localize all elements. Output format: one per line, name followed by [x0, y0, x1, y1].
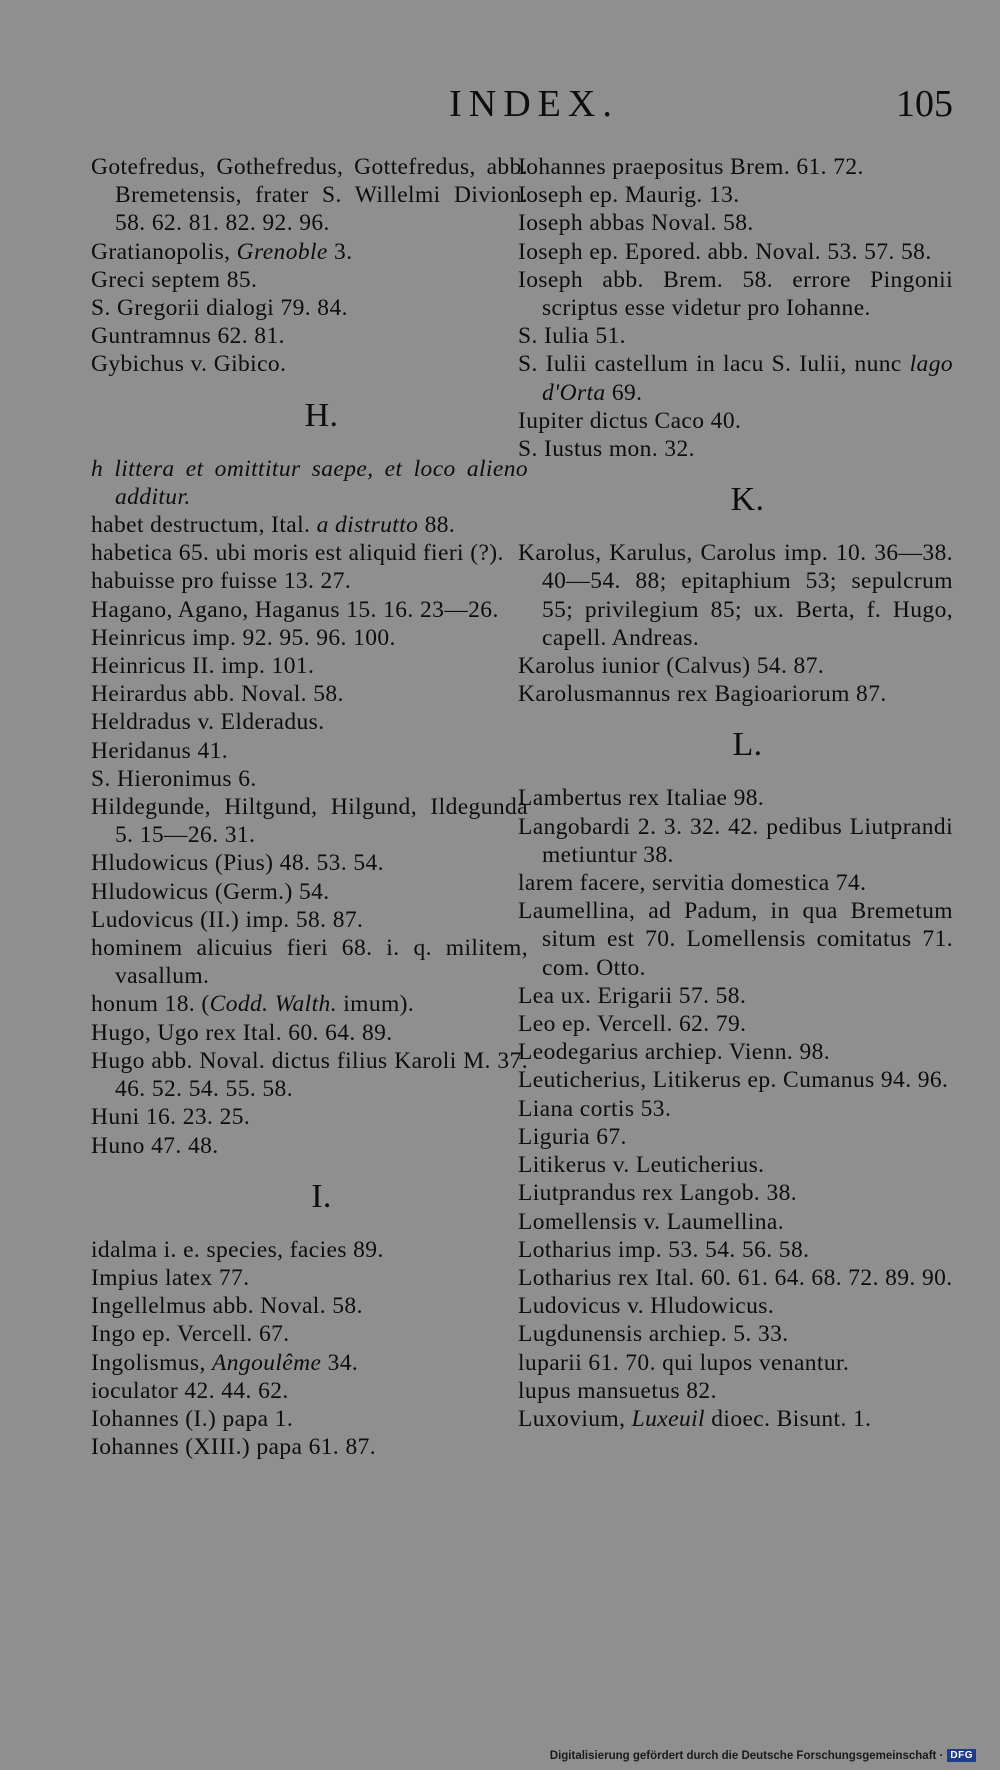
- index-entry: Ioseph ep. Epored. abb. Noval. 53. 57. 58.: [518, 238, 932, 265]
- index-entry: Hugo, Ugo rex Ital. 60. 64. 89.: [91, 1019, 393, 1046]
- index-entry: hominem alicuius fieri 68. i. q. militem, vasallum.: [91, 935, 528, 990]
- index-entry: Lomellensis v. Laumellina.: [518, 1208, 785, 1235]
- letter-heading: I.: [311, 1177, 332, 1215]
- entry-italic-text: a distrutto: [316, 512, 419, 539]
- index-entry: Lambertus rex Italiae 98.: [518, 785, 765, 812]
- index-entry: Iupiter dictus Caco 40.: [518, 407, 742, 434]
- page-number: 105: [896, 83, 953, 125]
- entry-text: S. Iulii castellum in lacu S. Iulii, nunc: [518, 351, 910, 378]
- index-column-left: [91, 153, 528, 1461]
- index-entry: Ludovicus v. Hludowicus.: [518, 1293, 775, 1320]
- entry-text: 69.: [605, 379, 643, 406]
- index-entry: ioculator 42. 44. 62.: [91, 1377, 289, 1404]
- entry-italic-text: lago d'Orta: [542, 351, 953, 406]
- dfg-logo: DFG: [947, 1749, 976, 1762]
- index-entry: Karolus iunior (Calvus) 54. 87.: [518, 653, 825, 680]
- index-entry: Lea ux. Erigarii 57. 58.: [518, 982, 747, 1009]
- letter-heading: K.: [730, 481, 765, 519]
- index-entry: Hludowicus (Pius) 48. 53. 54.: [91, 850, 384, 877]
- index-entry: Hludowicus (Germ.) 54.: [91, 878, 330, 905]
- index-entry: Karolus, Karulus, Carolus imp. 10. 36—38. 40—54. 88; epitaphium 53; sepulcrum 55; privilegium 85; ux. Berta, f. Hugo, capell. Andreas.: [518, 540, 953, 651]
- index-entry: idalma i. e. species, facies 89.: [91, 1236, 384, 1263]
- index-entry: Leo ep. Vercell. 62. 79.: [518, 1011, 747, 1038]
- entry-text: Luxovium,: [518, 1405, 632, 1432]
- index-entry: habetica 65. ubi moris est aliquid fieri (?).: [91, 540, 504, 567]
- entry-text: habet destructum, Ital.: [91, 512, 317, 539]
- index-entry: Lotharius imp. 53. 54. 56. 58.: [518, 1236, 810, 1263]
- index-entry: [91, 455, 528, 511]
- entry-italic-text: h littera et omittitur saepe, et loco alieno additur.: [91, 455, 528, 510]
- index-entry: Heridanus 41.: [91, 737, 229, 764]
- entry-text: 34.: [321, 1349, 359, 1376]
- index-entry: Litikerus v. Leuticherius.: [518, 1152, 765, 1179]
- index-entry: Iohannes (I.) papa 1.: [91, 1405, 294, 1432]
- index-entry: [91, 1349, 528, 1377]
- index-entry: Heinricus imp. 92. 95. 96. 100.: [91, 624, 396, 651]
- index-entry: Heinricus II. imp. 101.: [91, 653, 315, 680]
- index-entry: Ingo ep. Vercell. 67.: [91, 1321, 290, 1348]
- entry-text: dioec. Bisunt. 1.: [704, 1405, 872, 1432]
- index-entry: S. Iulia 51.: [518, 323, 626, 350]
- index-entry: [91, 238, 528, 266]
- index-entry: S. Gregorii dialogi 79. 84.: [91, 295, 348, 322]
- page-header: [115, 82, 953, 132]
- index-entry: Leuticherius, Litikerus ep. Cumanus 94. 96.: [518, 1067, 949, 1094]
- index-entry: Leodegarius archiep. Vienn. 98.: [518, 1039, 831, 1066]
- index-entry: Heirardus abb. Noval. 58.: [91, 681, 344, 708]
- index-entry: Heldradus v. Elderadus.: [91, 709, 325, 736]
- index-entry: Ingellelmus abb. Noval. 58.: [91, 1293, 363, 1320]
- entry-text: imum).: [336, 991, 415, 1018]
- index-entry: [518, 1405, 953, 1433]
- index-entry: S. Hieronimus 6.: [91, 765, 257, 792]
- entry-italic-text: Grenoble: [236, 238, 328, 265]
- index-entry: Lotharius rex Ital. 60. 61. 64. 68. 72. 89. 90.: [518, 1264, 953, 1291]
- entry-italic-text: Codd. Walth.: [209, 991, 337, 1018]
- index-entry: Liguria 67.: [518, 1123, 627, 1150]
- index-entry: luparii 61. 70. qui lupos venantur.: [518, 1349, 850, 1376]
- index-column-right: [518, 153, 953, 1433]
- index-entry: Hildegunde, Hiltgund, Hilgund, Ildegunda 5. 15—26. 31.: [91, 794, 528, 849]
- index-entry: [91, 990, 528, 1018]
- index-entry: [518, 350, 953, 406]
- footer: [550, 1749, 976, 1762]
- index-entry: Hugo abb. Noval. dictus filius Karoli M. 37. 46. 52. 54. 55. 58.: [91, 1047, 528, 1103]
- index-entry: Huni 16. 23. 25.: [91, 1104, 251, 1131]
- index-entry: [91, 511, 528, 539]
- entry-italic-text: Luxeuil: [631, 1405, 705, 1432]
- index-entry: Ludovicus (II.) imp. 58. 87.: [91, 906, 364, 933]
- entry-text: honum 18. (: [91, 991, 210, 1018]
- index-entry: Hagano, Agano, Haganus 15. 16. 23—26.: [91, 596, 499, 623]
- index-entry: Ioseph abb. Brem. 58. errore Pingonii scriptus esse videtur pro Iohanne.: [518, 266, 953, 322]
- index-entry: Greci septem 85.: [91, 266, 258, 293]
- funding-note: Digitalisierung gefördert durch die Deutsche Forschungsgemeinschaft ·: [549, 1749, 944, 1762]
- letter-heading: H.: [304, 396, 339, 434]
- index-entry: Gotefredus, Gothefredus, Gottefredus, abb. Bremetensis, frater S. Willelmi Divion. 58. 62. 81. 82. 92. 96.: [91, 154, 528, 237]
- index-entry: Laumellina, ad Padum, in qua Bremetum situm est 70. Lomellensis comitatus 71. com. Otto.: [518, 898, 953, 981]
- entry-text: 3.: [327, 238, 353, 265]
- index-entry: Langobardi 2. 3. 32. 42. pedibus Liutprandi metiuntur 38.: [518, 813, 953, 868]
- entry-text: 88.: [418, 512, 456, 539]
- index-entry: larem facere, servitia domestica 74.: [518, 870, 867, 897]
- index-entry: habuisse pro fuisse 13. 27.: [91, 568, 352, 595]
- entry-italic-text: Angoulême: [212, 1349, 322, 1376]
- index-entry: Liutprandus rex Langob. 38.: [518, 1180, 798, 1207]
- letter-heading: L.: [732, 726, 763, 764]
- entry-text: Gratianopolis,: [91, 238, 237, 265]
- index-entry: Karolusmannus rex Bagioariorum 87.: [518, 681, 887, 708]
- index-entry: Guntramnus 62. 81.: [91, 323, 285, 350]
- entry-text: Ingolismus,: [91, 1349, 213, 1376]
- index-entry: Ioseph abbas Noval. 58.: [518, 210, 754, 237]
- index-entry: Gybichus v. Gibico.: [91, 351, 287, 378]
- running-title: INDEX.: [449, 83, 619, 125]
- index-entry: Huno 47. 48.: [91, 1132, 219, 1159]
- index-entry: Lugdunensis archiep. 5. 33.: [518, 1321, 789, 1348]
- index-entry: Liana cortis 53.: [518, 1095, 672, 1122]
- index-entry: Iohannes praepositus Brem. 61. 72.: [518, 154, 864, 180]
- index-entry: Impius latex 77.: [91, 1264, 250, 1291]
- index-entry: S. Iustus mon. 32.: [518, 436, 695, 463]
- index-entry: Iohannes (XIII.) papa 61. 87.: [91, 1434, 377, 1461]
- index-entry: lupus mansuetus 82.: [518, 1377, 717, 1404]
- index-entry: Ioseph ep. Maurig. 13.: [518, 182, 740, 209]
